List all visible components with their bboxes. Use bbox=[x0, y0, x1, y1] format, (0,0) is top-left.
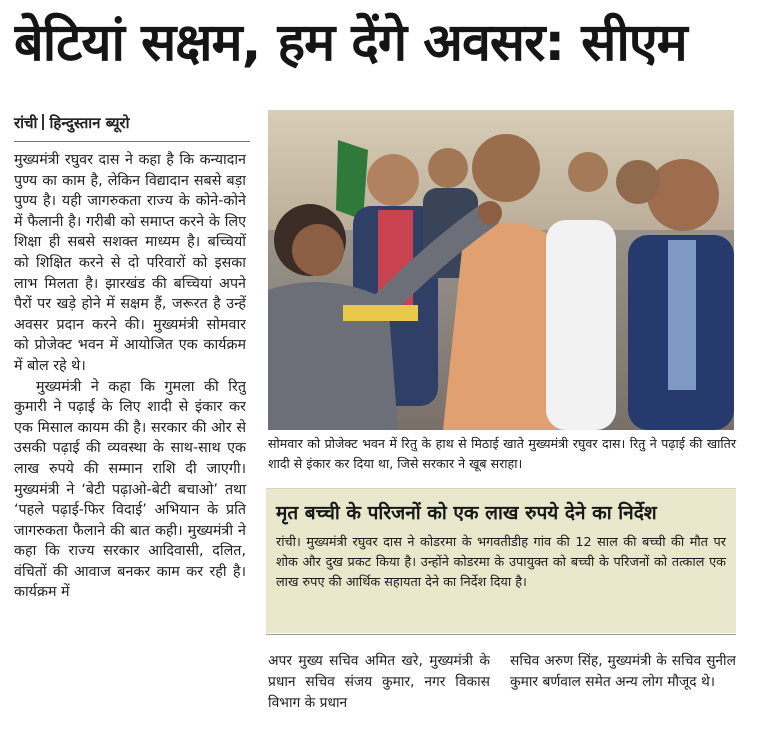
byline-source: हिन्दुस्तान ब्यूरो bbox=[49, 114, 130, 132]
headline: बेटियां सक्षम, हम देंगे अवसर: सीएम bbox=[14, 13, 687, 73]
article-paragraph-2: मुख्यमंत्री ने कहा कि गुमला की रितु कुमारी ने पढ़ाई के लिए शादी से इंकार कर एक मिसाल कायम की है। सरकार की ओर से उसकी पढ़ाई की व्यवस्था के साथ-साथ एक लाख रुपये की सम्मान राशि दी जाएगी। मुख्यमंत्री ने ‘बेटी पढ़ाओ-बेटी बचाओ’ तथा ‘पहले पढ़ाई-फिर विदाई’ अभियान के प्रति जागरुकता फैलाने की बात कही। मुख्यमंत्री ने कहा कि राज्य सरकार आदिवासी, दलित, वंचितों की आवाज बनकर काम कर रही है। कार्यक्रम में bbox=[14, 378, 246, 601]
byline-separator bbox=[42, 114, 44, 130]
article-right-column: सचिव अरुण सिंह, मुख्यमंत्री के सचिव सुनील कुमार बर्णवाल समेत अन्य लोग मौजूद थे। bbox=[510, 653, 736, 690]
article-middle-column: अपर मुख्य सचिव अमित खरे, मुख्यमंत्री के प्रधान सचिव संजय कुमार, नगर विकास विभाग के प्रधान bbox=[268, 653, 490, 711]
byline bbox=[14, 113, 129, 133]
photo-caption: सोमवार को प्रोजेक्ट भवन में रितु के हाथ से मिठाई खाते मुख्यमंत्री रघुवर दास। रितु ने पढ़ाई की खातिर शादी से इंकार कर दिया था, जिसे सरकार ने खूब सराहा। bbox=[268, 436, 736, 471]
sidebar-box-title: मृत बच्ची के परिजनों को एक लाख रुपये देने का निर्देश bbox=[276, 502, 657, 524]
section-divider bbox=[266, 634, 736, 635]
byline-rule bbox=[14, 141, 250, 142]
sidebar-box-text: रांची। मुख्यमंत्री रघुवर दास ने कोडरमा के भगवतीडीह गांव की 12 साल की बच्ची की मौत पर शोक और दुख प्रकट किया है। उन्होंने कोडरमा के उपायुक्त को बच्ची के परिजनों को तत्काल एक लाख रुपए की आर्थिक सहायता देने का निर्देश दिया है। bbox=[276, 535, 726, 590]
news-photo bbox=[268, 110, 734, 430]
news-photo-illustration bbox=[268, 110, 734, 430]
byline-place: रांची bbox=[14, 114, 38, 132]
sidebar-news-box bbox=[266, 488, 736, 633]
article-paragraph-1: मुख्यमंत्री रघुवर दास ने कहा है कि कन्यादान पुण्य का काम है, लेकिन विद्यादान सबसे बड़ा पुण्य है। यही जागरुकता राज्य के कोने-कोने में फैलानी है। गरीबी को समाप्त करने के लिए शिक्षा ही सबसे सशक्त माध्यम है। बच्चियों को शिक्षित करने से दो परिवारों को इसका लाभ मिलता है। झारखंड की बच्चियां अपने पैरों पर खड़े होने में सक्षम हैं, जरूरत है उन्हें अवसर प्रदान करने की। मुख्यमंत्री सोमवार को प्रोजेक्ट भवन में आयोजित एक कार्यक्रम में बोल रहे थे। bbox=[14, 152, 246, 374]
article-left-column bbox=[14, 150, 246, 730]
